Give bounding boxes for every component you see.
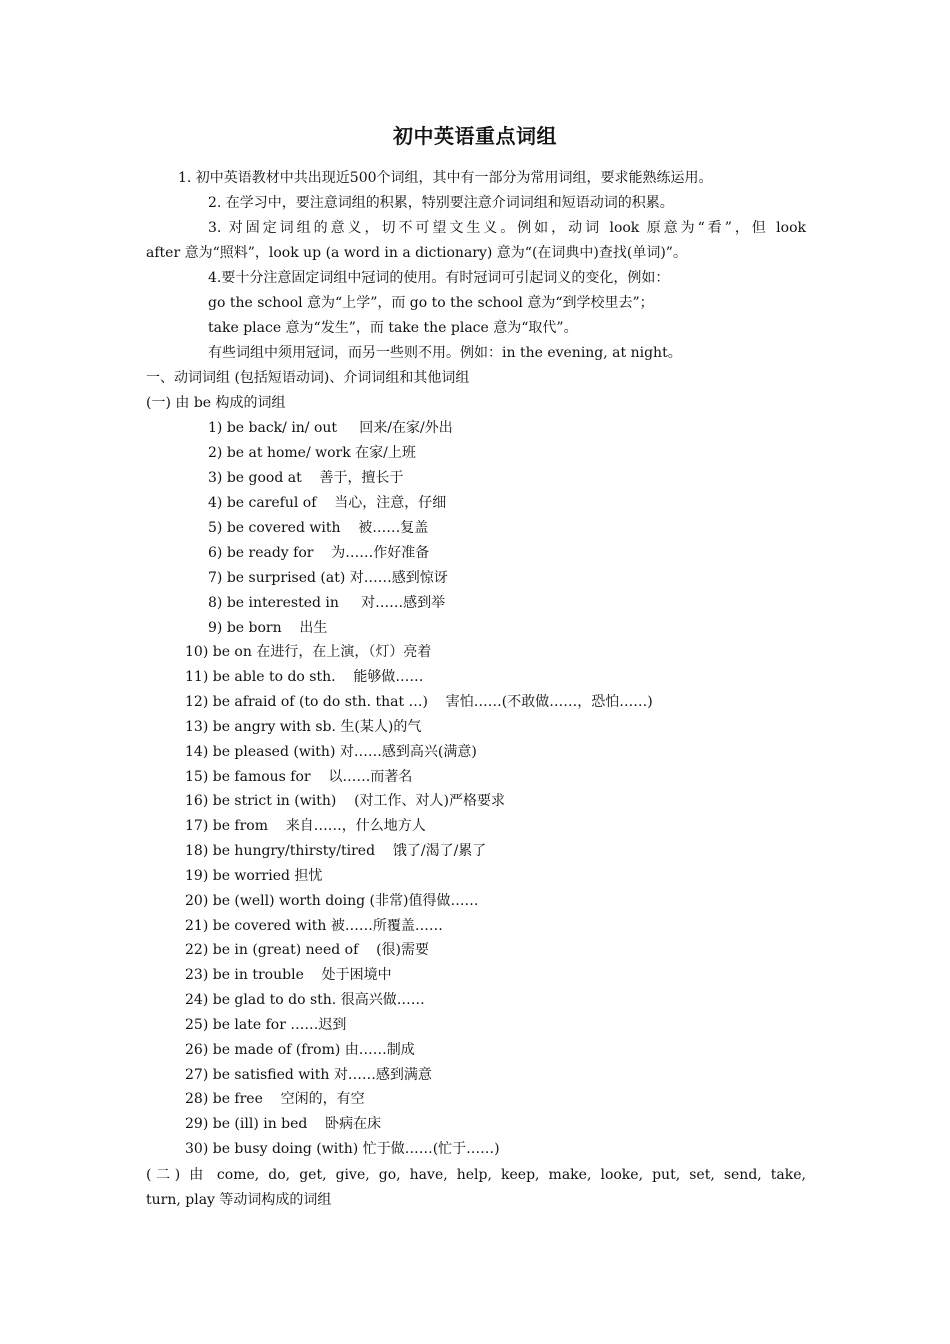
subsection-heading-2: (二) 由 come, do, get, give, go, have, help, keep, make, looke, put, set, send, take, [146, 1167, 806, 1183]
list-item: 28) be free 空闲的，有空 [185, 1091, 365, 1107]
list-item: 11) be able to do sth. 能够做…… [185, 669, 424, 685]
list-item: 29) be (ill) in bed 卧病在床 [185, 1116, 382, 1132]
intro-paragraph-3: 3. 对固定词组的意义，切不可望文生义。例如，动词 look 原意为“看”，但 look [208, 220, 806, 236]
subsection-heading-1: (一) 由 be 构成的词组 [146, 395, 286, 411]
list-item: 26) be made of (from) 由……制成 [185, 1042, 415, 1058]
list-item: 16) be strict in (with) (对工作、对人)严格要求 [185, 793, 506, 809]
list-item: 5) be covered with 被……复盖 [208, 520, 429, 536]
list-item: 24) be glad to do sth. 很高兴做…… [185, 992, 425, 1008]
list-item: 23) be in trouble 处于困境中 [185, 967, 392, 983]
section-heading-1: 一、动词词组 (包括短语动词)、介词词组和其他词组 [146, 370, 470, 386]
list-item: 12) be afraid of (to do sth. that …) 害怕……(不敢做……，恐怕……) [185, 694, 653, 710]
list-item: 22) be in (great) need of (很)需要 [185, 942, 429, 958]
intro-example-2: take place 意为“发生”，而 take the place 意为“取代”。 [208, 320, 578, 336]
list-item: 17) be from 来自……，什么地方人 [185, 818, 426, 834]
list-item: 18) be hungry/thirsty/tired 饿了/渴了/累了 [185, 843, 487, 859]
list-item: 4) be careful of 当心，注意，仔细 [208, 495, 447, 511]
list-item: 20) be (well) worth doing (非常)值得做…… [185, 893, 479, 909]
list-item: 8) be interested in 对……感到举 [208, 595, 446, 611]
intro-paragraph-5: 有些词组中须用冠词，而另一些则不用。例如：in the evening, at night。 [208, 345, 682, 361]
intro-example-1: go the school 意为“上学”，而 go to the school 意为“到学校里去”； [208, 295, 654, 311]
page-title: 初中英语重点词组 [393, 124, 557, 148]
list-item: 27) be satisfied with 对……感到满意 [185, 1067, 432, 1083]
list-item: 10) be on 在进行，在上演，（灯）亮着 [185, 644, 432, 660]
list-item: 6) be ready for 为……作好准备 [208, 545, 430, 561]
list-item: 3) be good at 善于，擅长于 [208, 470, 404, 486]
subsection-heading-2-cont: turn, play 等动词构成的词组 [146, 1192, 332, 1208]
list-item: 9) be born 出生 [208, 620, 328, 636]
list-item: 21) be covered with 被……所覆盖…… [185, 918, 443, 934]
list-item: 14) be pleased (with) 对……感到高兴(满意) [185, 744, 477, 760]
intro-paragraph-3-cont: after 意为“照料”，look up (a word in a dictionary) 意为“(在词典中)查找(单词)”。 [146, 245, 687, 261]
list-item: 7) be surprised (at) 对……感到惊讶 [208, 570, 448, 586]
list-item: 30) be busy doing (with) 忙于做……(忙于……) [185, 1141, 500, 1157]
list-item: 25) be late for ……迟到 [185, 1017, 347, 1033]
intro-paragraph-2: 2. 在学习中，要注意词组的积累，特别要注意介词词组和短语动词的积累。 [208, 195, 674, 211]
list-item: 15) be famous for 以……而著名 [185, 769, 413, 785]
intro-paragraph-1: 1. 初中英语教材中共出现近500个词组，其中有一部分为常用词组，要求能熟练运用。 [178, 170, 713, 186]
intro-paragraph-4: 4.要十分注意固定词组中冠词的使用。有时冠词可引起词义的变化，例如： [208, 270, 670, 286]
list-item: 2) be at home/ work 在家/上班 [208, 445, 416, 461]
list-item: 19) be worried 担忧 [185, 868, 323, 884]
list-item: 13) be angry with sb. 生(某人)的气 [185, 719, 422, 735]
list-item: 1) be back/ in/ out 回来/在家/外出 [208, 420, 453, 436]
